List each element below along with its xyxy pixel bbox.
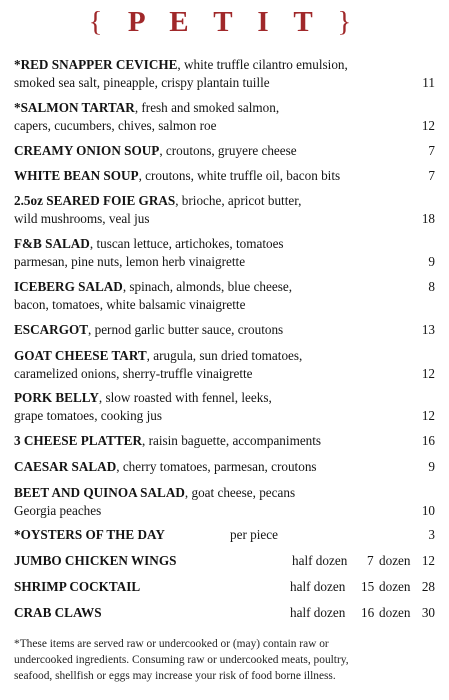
half-dozen-label: half dozen	[290, 579, 346, 594]
item-name: *OYSTERS OF THE DAY	[14, 527, 165, 542]
half-dozen-price: 15	[361, 579, 375, 594]
item-desc-2: smoked sea salt, pineapple, crispy plantain tuille	[14, 75, 270, 90]
item-name: *RED SNAPPER CEVICHE	[14, 57, 178, 72]
item-name: PORK BELLY	[14, 390, 99, 405]
item-price: 9	[428, 459, 435, 474]
item-desc: , fresh and smoked salmon,	[134, 100, 280, 115]
item-desc-2: capers, cucumbers, chives, salmon roe	[14, 118, 217, 133]
half-dozen-price: 16	[361, 605, 375, 620]
menu-item-seared-foie-gras	[14, 192, 436, 228]
oysters-unit: per piece	[230, 527, 278, 542]
item-desc-2: Georgia peaches	[14, 503, 102, 518]
menu-item-pork-belly	[14, 389, 436, 425]
item-desc: , tuscan lettuce, artichokes, tomatoes	[89, 236, 284, 251]
menu-item-white-bean-soup	[14, 167, 436, 185]
dozen-label: dozen	[379, 579, 411, 594]
item-desc: , arugula, sun dried tomatoes,	[146, 348, 303, 363]
raw-food-disclaimer	[14, 636, 436, 684]
item-name: ICEBERG SALAD	[14, 279, 123, 294]
item-price: 9	[428, 254, 435, 269]
item-desc: , spinach, almonds, blue cheese,	[122, 279, 293, 294]
disclaimer-line-3: seafood, shellfish or eggs may increase your risk of food borne illness.	[14, 670, 336, 682]
item-desc: , croutons, white truffle oil, bacon bits	[138, 168, 341, 183]
item-desc: , slow roasted with fennel, leeks,	[98, 390, 272, 405]
item-desc-2: parmesan, pine nuts, lemon herb vinaigrette	[14, 254, 246, 269]
dozen-label: dozen	[379, 553, 411, 568]
item-desc: , cherry tomatoes, parmesan, croutons	[116, 459, 317, 474]
menu-item-oysters	[14, 526, 436, 544]
menu-item-red-snapper-ceviche	[14, 56, 436, 92]
item-name: ESCARGOT	[14, 322, 89, 337]
menu-item-fb-salad	[14, 235, 436, 271]
item-name: JUMBO CHICKEN WINGS	[14, 553, 177, 568]
item-desc: , goat cheese, pecans	[184, 485, 296, 500]
item-name: SHRIMP COCKTAIL	[14, 579, 141, 594]
item-desc: , pernod garlic butter sauce, croutons	[88, 322, 284, 337]
menu-item-beet-quinoa-salad	[14, 484, 436, 520]
menu-title	[0, 6, 449, 39]
menu-item-salmon-tartar	[14, 99, 436, 135]
item-desc-2: bacon, tomatoes, white balsamic vinaigrette	[14, 297, 246, 312]
item-name: CRAB CLAWS	[14, 605, 102, 620]
dozen-label: dozen	[379, 605, 411, 620]
item-desc-2: wild mushrooms, veal jus	[14, 211, 150, 226]
item-price: 8	[428, 279, 435, 294]
menu-item-creamy-onion-soup	[14, 142, 436, 160]
disclaimer-line-2: undercooked ingredients. Consuming raw or undercooked meats, poultry,	[14, 654, 349, 666]
item-price: 18	[421, 211, 435, 226]
menu-item-goat-cheese-tart	[14, 347, 436, 383]
item-price: 7	[428, 143, 435, 158]
item-price: 12	[421, 118, 435, 133]
item-name: 3 CHEESE PLATTER	[14, 433, 142, 448]
item-price: 10	[421, 503, 435, 518]
item-desc: , raisin baguette, accompaniments	[142, 433, 322, 448]
item-desc-2: grape tomatoes, cooking jus	[14, 408, 162, 423]
dozen-price: 28	[421, 579, 435, 594]
title-open-brace: {	[88, 6, 112, 38]
title-close-brace: }	[337, 6, 361, 38]
menu-item-iceberg-salad	[14, 278, 436, 314]
item-name: GOAT CHEESE TART	[14, 348, 147, 363]
item-desc: , brioche, apricot butter,	[175, 193, 302, 208]
menu-item-3-cheese-platter	[14, 432, 436, 450]
item-name: *SALMON TARTAR	[14, 100, 135, 115]
item-price: 13	[421, 322, 435, 337]
item-name: CREAMY ONION SOUP	[14, 143, 160, 158]
dozen-price: 30	[421, 605, 435, 620]
half-dozen-price: 7	[367, 553, 374, 568]
item-price: 3	[428, 527, 435, 542]
item-name: BEET AND QUINOA SALAD	[14, 485, 185, 500]
item-desc: , white truffle cilantro emulsion,	[177, 57, 348, 72]
item-name: 2.5oz SEARED FOIE GRAS	[14, 193, 176, 208]
dozen-price: 12	[421, 553, 435, 568]
title-text: P E T I T	[127, 6, 322, 38]
menu-item-caesar-salad	[14, 458, 436, 476]
item-price: 16	[421, 433, 435, 448]
item-name: WHITE BEAN SOUP	[14, 168, 139, 183]
item-name: F&B SALAD	[14, 236, 90, 251]
item-price: 11	[422, 75, 435, 90]
half-dozen-label: half dozen	[290, 605, 346, 620]
item-price: 7	[428, 168, 435, 183]
item-price: 12	[421, 366, 435, 381]
disclaimer-line-1: *These items are served raw or undercooked or (may) contain raw or	[14, 638, 329, 650]
item-price: 12	[421, 408, 435, 423]
menu-item-escargot	[14, 321, 436, 339]
item-desc-2: caramelized onions, sherry-truffle vinaigrette	[14, 366, 253, 381]
half-dozen-label: half dozen	[292, 553, 348, 568]
item-desc: , croutons, gruyere cheese	[159, 143, 297, 158]
item-name: CAESAR SALAD	[14, 459, 117, 474]
